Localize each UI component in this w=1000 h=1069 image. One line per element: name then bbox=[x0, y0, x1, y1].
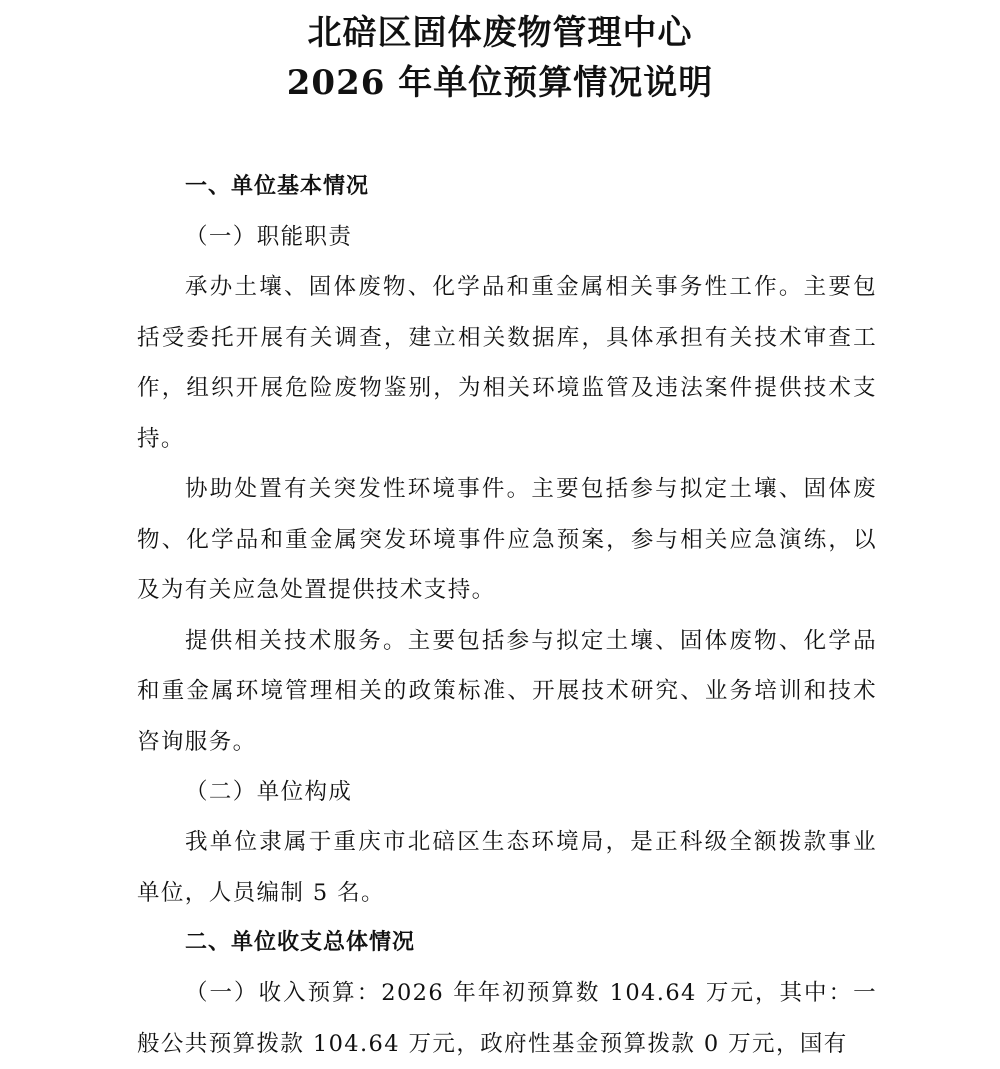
subheading-duties: （一）职能职责 bbox=[185, 224, 353, 250]
document-body bbox=[137, 162, 877, 1069]
paragraph-composition: 我单位隶属于重庆市北碚区生态环境局，是正科级全额拨款事业单位，人员编制 5 名。 bbox=[137, 829, 877, 906]
section-heading-basic-info: 一、单位基本情况 bbox=[185, 174, 370, 199]
title-line-2: 2026 年单位预算情况说明 bbox=[286, 63, 714, 103]
paragraph-duties-2: 协助处置有关突发性环境事件。主要包括参与拟定土壤、固体废物、化学品和重金属突发环境事件应急预案，参与相关应急演练，以及为有关应急处置提供技术支持。 bbox=[137, 476, 877, 603]
paragraph-duties-1: 承办土壤、固体废物、化学品和重金属相关事务性工作。主要包括受委托开展有关调查，建立相关数据库，具体承担有关技术审查工作，组织开展危险废物鉴别，为相关环境监管及违法案件提供技术支持。 bbox=[137, 274, 877, 452]
paragraph-income-budget: （一）收入预算：2026 年年初预算数 104.64 万元，其中：一般公共预算拨款 104.64 万元，政府性基金预算拨款 0 万元，国有 bbox=[137, 980, 877, 1057]
title-line-1: 北碚区固体废物管理中心 bbox=[307, 13, 693, 53]
section-heading-budget-overview: 二、单位收支总体情况 bbox=[185, 930, 416, 955]
subheading-composition: （二）单位构成 bbox=[185, 779, 353, 805]
document-title bbox=[0, 8, 1000, 108]
paragraph-duties-3: 提供相关技术服务。主要包括参与拟定土壤、固体废物、化学品和重金属环境管理相关的政策标准、开展技术研究、业务培训和技术咨询服务。 bbox=[137, 627, 877, 755]
